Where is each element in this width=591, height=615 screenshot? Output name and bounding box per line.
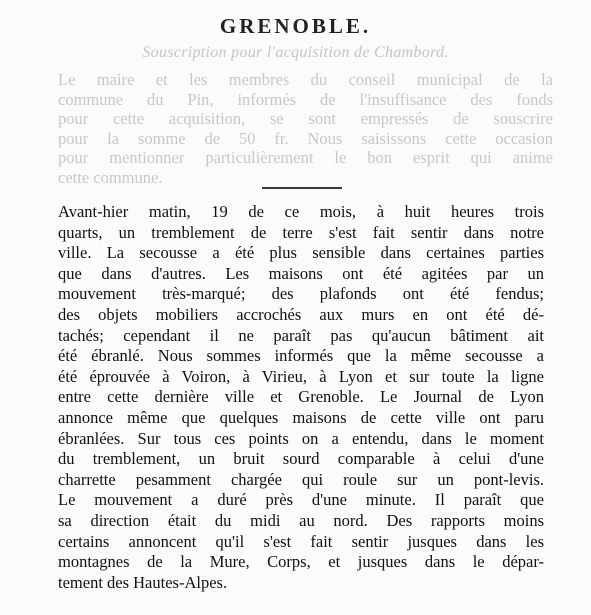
faded-line: pour cette acquisition, se sont empressés de souscrire bbox=[58, 109, 553, 128]
article-line: que dans d'autres. Les maisons ont été agitées par un bbox=[58, 263, 544, 283]
article-line: mouvement très-marqué; des plafonds ont été fendus; bbox=[58, 284, 544, 304]
article-line: du tremblement, un bruit sourd comparable à celui d'une bbox=[58, 449, 544, 469]
article-line: charrette pesamment chargée qui roule sur un pont-levis. bbox=[58, 469, 544, 489]
article-line: certains annoncent qu'il s'est fait sentir jusques dans les bbox=[58, 531, 544, 551]
section-heading: GRENOBLE. bbox=[219, 14, 372, 38]
faded-line: Le maire et les membres du conseil municipal de la bbox=[58, 70, 553, 89]
faded-paragraph bbox=[58, 70, 553, 187]
faded-line: pour mentionner particulièrement le bon esprit qui anime bbox=[58, 148, 553, 167]
article-line: été éprouvée à Voiron, à Virieu, à Lyon et sur toute la ligne bbox=[58, 366, 544, 386]
article-line: été ébranlé. Nous sommes informés que la même secousse a bbox=[58, 346, 544, 366]
article-line: montagnes de la Mure, Corps, et jusques dans le dépar- bbox=[58, 552, 544, 572]
faded-line: commune du Pin, informés de l'insuffisance des fonds bbox=[58, 89, 553, 109]
article-line: quarts, un tremblement de terre s'est fait sentir dans notre bbox=[58, 222, 544, 242]
article-line: tachés; cependant il ne paraît pas qu'aucun bâtiment ait bbox=[58, 325, 544, 345]
article-line: Le mouvement a duré près d'une minute. Il paraît que bbox=[58, 490, 544, 510]
article-line: sa direction était du midi au nord. Des rapports moins bbox=[58, 510, 544, 530]
article-line: ville. La secousse a été plus sensible dans certaines parties bbox=[58, 243, 544, 263]
article-line: annonce même que quelques maisons de cette ville ont paru bbox=[58, 407, 544, 427]
article-line: entre cette dernière ville et Grenoble. Le Journal de Lyon bbox=[58, 387, 544, 407]
faded-subheading: Souscription pour l'acquisition de Chambord. bbox=[142, 44, 449, 61]
article-line: tement des Hautes-Alpes. bbox=[58, 572, 228, 592]
faded-line: pour la somme de 50 fr. Nous saisissons cette occasion bbox=[58, 128, 553, 148]
section-divider bbox=[262, 187, 342, 189]
faded-line: cette commune. bbox=[58, 167, 163, 187]
article-line: Avant-hier matin, 19 de ce mois, à huit heures trois bbox=[58, 202, 544, 221]
article-line: ébranlées. Sur tous ces points on a entendu, dans le moment bbox=[58, 428, 544, 448]
article-line: des objets mobiliers accrochés aux murs en ont été dé- bbox=[58, 304, 544, 324]
article-paragraph bbox=[58, 202, 544, 593]
